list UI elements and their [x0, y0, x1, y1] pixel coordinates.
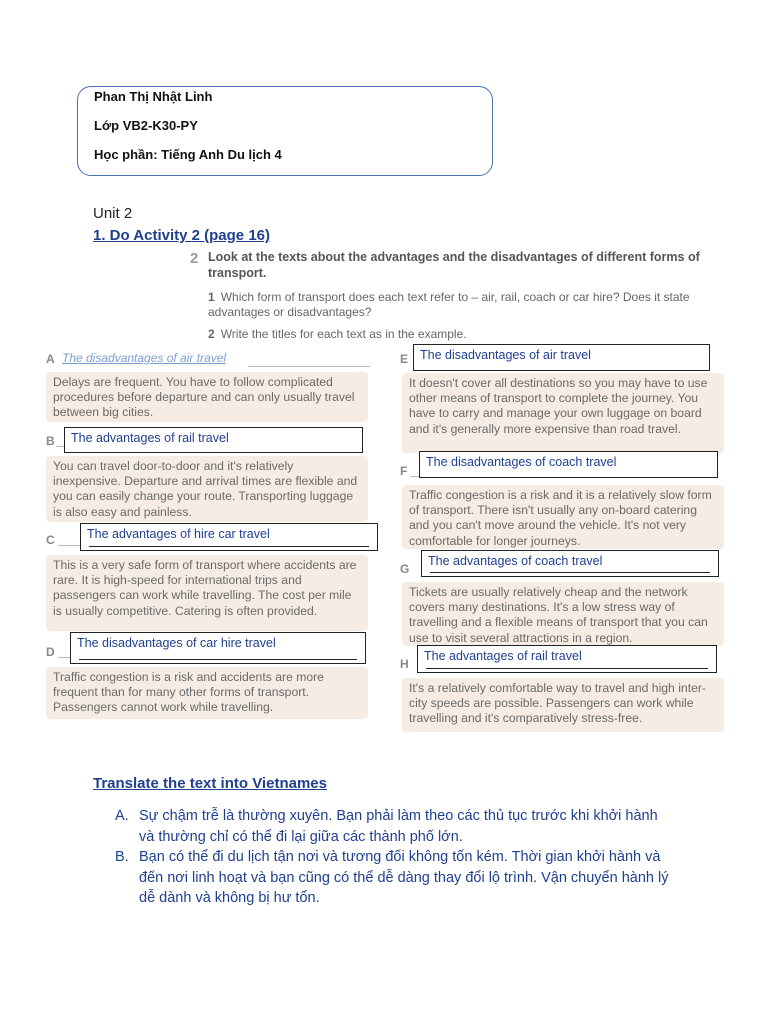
answer-text: The advantages of hire car travel: [87, 527, 270, 541]
answer-text: The disadvantages of coach travel: [426, 455, 617, 469]
student-info-card: [77, 86, 493, 176]
student-class: Lớp VB2-K30-PY: [94, 118, 198, 133]
text-e-body: It doesn't cover all destinations so you may have to use other means of transport to complete the journey. You have to carry and manage your own luggage on board and it's generally more expensive than road travel.: [402, 373, 724, 453]
text-g-body: Tickets are usually relatively cheap and the network covers many destinations. It's a low stress way of travelling and a flexible means of transport that you can use to visit several attractions in a region.: [402, 582, 724, 646]
answer-text: The advantages of coach travel: [428, 554, 603, 568]
answer-text: The disadvantages of car hire travel: [77, 636, 276, 650]
instruction-number: 1: [208, 290, 215, 304]
answer-box-d[interactable]: [70, 632, 366, 664]
answer-underline: [79, 659, 357, 660]
translation-item: [115, 847, 675, 909]
answer-underline: [248, 366, 370, 367]
answer-underline: [58, 657, 70, 658]
unit-heading: Unit 2: [93, 205, 133, 222]
course-name: Học phần: Tiếng Anh Du lịch 4: [94, 147, 282, 162]
answer-underline: [56, 446, 64, 447]
text-a-body: Delays are frequent. You have to follow complicated procedures before departure and can only usually travel between big cities.: [46, 372, 368, 422]
text-c-body: This is a very safe form of transport where accidents are rare. It is high-speed for international trips and passengers can work while travelling. The cost per mile is usually competitive. Catering is often provided.: [46, 555, 368, 631]
activity-heading: 1. Do Activity 2 (page 16): [93, 227, 270, 244]
exercise-number: 2: [190, 250, 199, 267]
text-letter-c: C: [46, 533, 55, 547]
translation-text: Sự chậm trễ là thường xuyên. Bạn phải làm theo các thủ tục trước khi khởi hành và thường chỉ có thể đi lại giữa các thành phố lớn.: [139, 808, 658, 845]
instruction-item: [208, 327, 708, 342]
answer-text: The advantages of rail travel: [71, 431, 229, 445]
text-letter-d: D: [46, 645, 55, 659]
instruction-text: Which form of transport does each text refer to – air, rail, coach or car hire? Does it state advantages or disadvantages?: [208, 290, 690, 319]
text-b-body: You can travel door-to-door and it's relatively inexpensive. Departure and arrival times are flexible and you can easily change your route. Transporting luggage is also easy and painless.: [46, 456, 368, 522]
translation-marker: B.: [115, 849, 129, 865]
text-d-body: Traffic congestion is a risk and accidents are more frequent than for many other forms of transport. Passengers cannot work while travelling.: [46, 667, 368, 719]
text-letter-h: H: [400, 657, 409, 671]
text-letter-a: A: [46, 352, 55, 366]
translation-marker: A.: [115, 808, 129, 824]
answer-box-f[interactable]: [419, 451, 718, 478]
answer-text: The disadvantages of air travel: [420, 348, 591, 362]
instruction-item: [208, 290, 708, 320]
instruction-text: Write the titles for each text as in the example.: [220, 327, 467, 341]
text-f-body: Traffic congestion is a risk and it is a relatively slow form of transport. There isn't usually any on-board catering and you can't move around the vehicle. It's not very comfortable for longer journeys.: [402, 485, 724, 549]
text-h-body: It's a relatively comfortable way to travel and high inter-city speeds are possible. Passengers can work while travelling and it's comparatively stress-free.: [402, 678, 724, 732]
text-letter-e: E: [400, 352, 409, 366]
answer-box-b[interactable]: [64, 427, 363, 453]
text-letter-b: B: [46, 434, 55, 448]
answer-text: The advantages of rail travel: [424, 649, 582, 663]
exercise-title: Look at the texts about the advantages and the disadvantages of different forms of transport.: [208, 250, 700, 280]
translation-item: [115, 806, 675, 847]
translation-list: [115, 806, 675, 909]
text-letter-f: F: [400, 464, 408, 478]
translation-text: Bạn có thể đi du lịch tận nơi và tương đối không tốn kém. Thời gian khởi hành và đến nơi linh hoạt và bạn cũng có thể dễ dàng thay đổi lộ trình. Vận chuyển hành lý dễ dành và không bị hư tổn.: [139, 849, 669, 906]
answer-box-g[interactable]: [421, 550, 719, 577]
answer-box-c[interactable]: [80, 523, 378, 551]
answer-box-h[interactable]: [417, 645, 717, 673]
translation-heading: Translate the text into Vietnames: [93, 775, 327, 792]
student-name: Phan Thị Nhật Linh: [94, 89, 213, 104]
answer-underline: [426, 668, 708, 669]
text-letter-g: G: [400, 562, 410, 576]
answer-box-e[interactable]: [413, 344, 710, 371]
answer-underline: [58, 545, 80, 546]
instruction-number: 2: [208, 327, 215, 341]
answer-underline: [430, 572, 710, 573]
example-title: The disadvantages of air travel: [62, 351, 227, 365]
answer-underline: [89, 546, 369, 547]
